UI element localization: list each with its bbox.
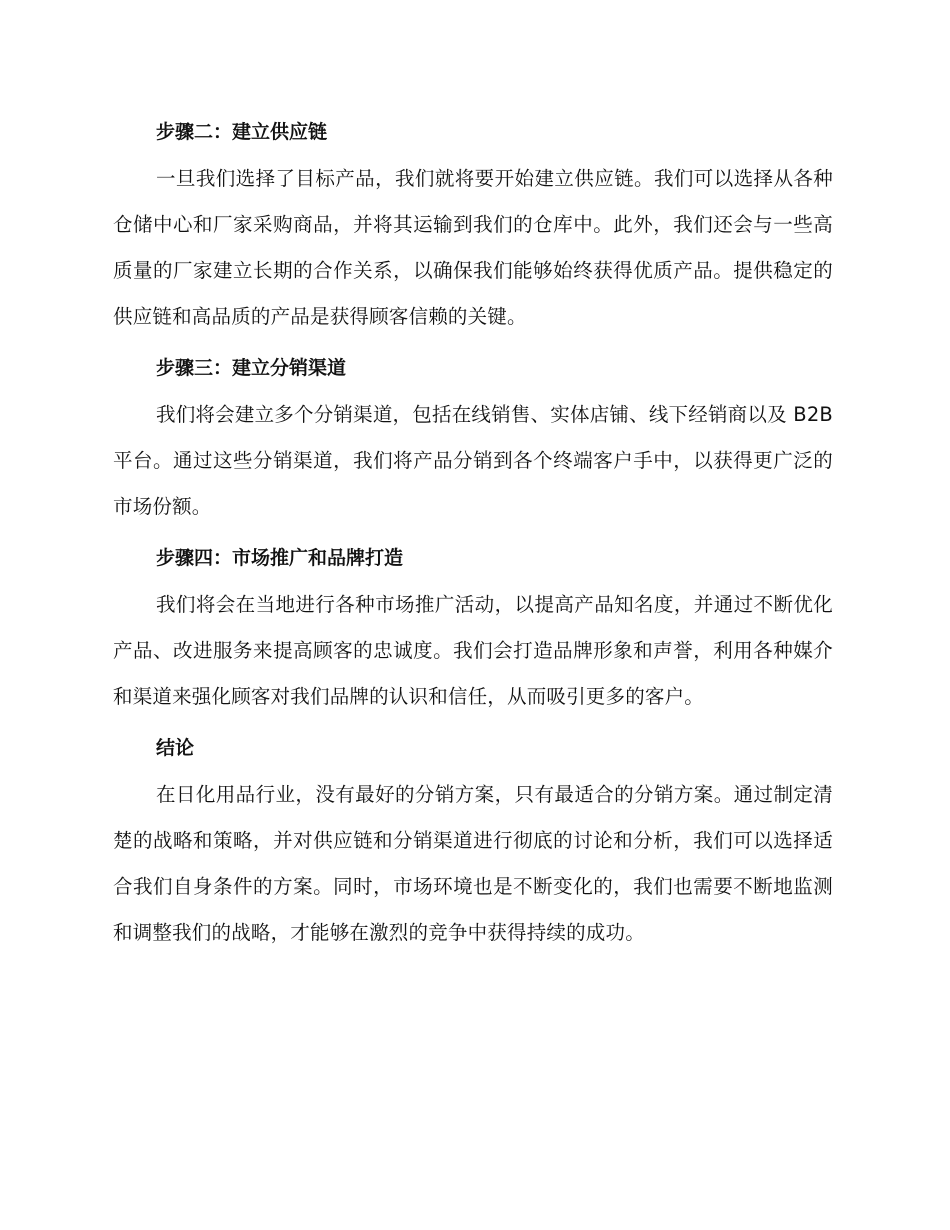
section-marketing-branding (113, 536, 833, 720)
section-heading: 步骤二：建立供应链 (156, 121, 328, 143)
section-conclusion (113, 726, 833, 956)
section-distribution-channels (113, 346, 833, 530)
section-heading: 结论 (156, 737, 195, 759)
section-heading: 步骤三：建立分销渠道 (156, 357, 347, 379)
section-paragraph: 我们将会建立多个分销渠道，包括在线销售、实体店铺、线下经销商以及 B2B 平台。通过这些分销渠道，我们将产品分销到各个终端客户手中，以获得更广泛的市场份额。 (113, 403, 833, 518)
document-page (113, 110, 833, 962)
section-paragraph: 我们将会在当地进行各种市场推广活动，以提高产品知名度，并通过不断优化产品、改进服务来提高顾客的忠诚度。我们会打造品牌形象和声誉，利用各种媒介和渠道来强化顾客对我们品牌的认识和信任，从而吸引更多的客户。 (113, 593, 833, 708)
section-paragraph: 一旦我们选择了目标产品，我们就将要开始建立供应链。我们可以选择从各种仓储中心和厂家采购商品，并将其运输到我们的仓库中。此外，我们还会与一些高质量的厂家建立长期的合作关系，以确保我们能够始终获得优质产品。提供稳定的供应链和高品质的产品是获得顾客信赖的关键。 (113, 167, 833, 328)
section-heading: 步骤四：市场推广和品牌打造 (156, 547, 404, 569)
section-supply-chain (113, 110, 833, 340)
section-paragraph: 在日化用品行业，没有最好的分销方案，只有最适合的分销方案。通过制定清楚的战略和策略，并对供应链和分销渠道进行彻底的讨论和分析，我们可以选择适合我们自身条件的方案。同时，市场环境也是不断变化的，我们也需要不断地监测和调整我们的战略，才能够在激烈的竞争中获得持续的成功。 (113, 783, 833, 944)
